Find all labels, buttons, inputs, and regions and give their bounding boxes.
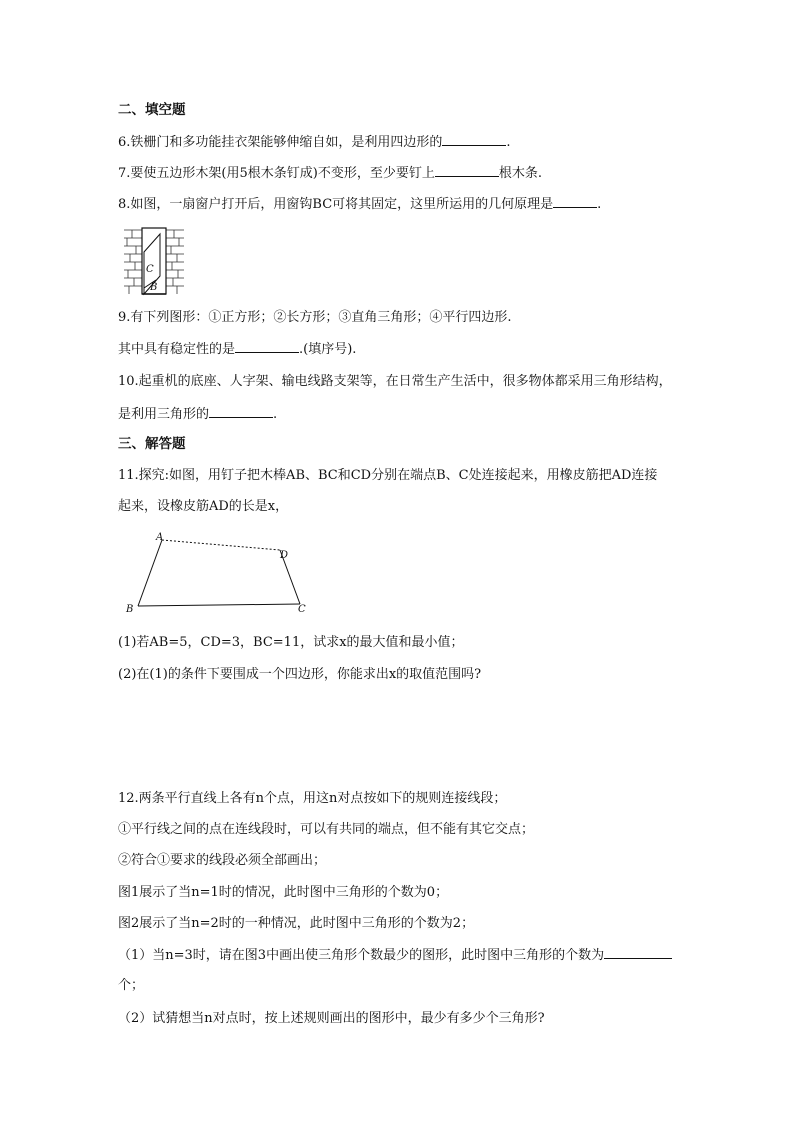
question-6 bbox=[118, 133, 511, 152]
figure-label-a: A bbox=[156, 532, 164, 543]
answer-blank[interactable] bbox=[209, 405, 273, 418]
question-11-line1: 11.探究:如图，用钉子把木棒AB、BC和CD分别在端点B、C处连接起来，用橡皮筋把AD连接 bbox=[118, 468, 658, 483]
question-10-line2 bbox=[118, 405, 277, 424]
window-hook-figure bbox=[122, 226, 186, 298]
question-12-line6-text: （1）当n=3时，请在图3中画出使三角形个数最少的图形，此时图中三角形的个数为 bbox=[118, 948, 605, 963]
figure-label-b: B bbox=[150, 282, 158, 293]
question-11-part1: (1)若AB=5，CD=3，BC=11，试求x的最大值和最小值； bbox=[118, 635, 464, 650]
question-10: 10.起重机的底座、人字架、输电线路支架等，在日常生产生活中，很多物体都采用三角形结构， bbox=[118, 374, 672, 389]
answer-blank[interactable] bbox=[604, 946, 672, 959]
quadrilateral-figure bbox=[118, 526, 318, 618]
figure-label-c: C bbox=[298, 604, 306, 615]
question-10-text2: 是利用三角形的 bbox=[118, 407, 210, 422]
question-9: 9.有下列图形：①正方形；②长方形；③直角三角形；④平行四边形. bbox=[118, 310, 512, 325]
figure-label-d: D bbox=[280, 550, 289, 561]
question-12-line8: （2）试猜想当n对点时，按上述规则画出的图形中，最少有多少个三角形? bbox=[118, 1011, 545, 1026]
answer-blank[interactable] bbox=[235, 340, 299, 353]
figure-label-b: B bbox=[126, 604, 134, 615]
figure-label-c: C bbox=[146, 264, 154, 275]
question-9-line2 bbox=[118, 340, 356, 359]
question-12-line3: ②符合①要求的线段必须全部画出； bbox=[118, 853, 327, 868]
question-7 bbox=[118, 164, 542, 183]
question-12-line5: 图2展示了当n=2时的一种情况，此时图中三角形的个数为2； bbox=[118, 916, 475, 931]
question-12-line2: ①平行线之间的点在连线段时，可以有共同的端点，但不能有其它交点； bbox=[118, 822, 535, 837]
question-9-text2: 其中具有稳定性的是 bbox=[118, 342, 236, 357]
question-10-end: . bbox=[273, 407, 278, 422]
question-11-line2: 起来，设橡皮筋AD的长是x， bbox=[118, 499, 289, 514]
question-12-line6 bbox=[118, 946, 672, 965]
question-7-end: 根木条. bbox=[498, 166, 542, 181]
question-12-line7: 个； bbox=[118, 978, 145, 993]
answer-blank[interactable] bbox=[442, 133, 506, 146]
question-8 bbox=[118, 195, 601, 214]
question-6-text: 6.铁栅门和多功能挂衣架能够伸缩自如，是利用四边形的 bbox=[118, 135, 443, 150]
question-7-text: 7.要使五边形木架(用5根木条钉成)不变形，至少要钉上 bbox=[118, 166, 435, 181]
question-8-end: . bbox=[597, 197, 602, 212]
question-8-text: 8.如图，一扇窗户打开后，用窗钩BC可将其固定，这里所运用的几何原理是 bbox=[118, 197, 554, 212]
answer-blank[interactable] bbox=[553, 195, 597, 208]
question-12-line4: 图1展示了当n=1时的情况，此时图中三角形的个数为0； bbox=[118, 885, 449, 900]
question-6-end: . bbox=[506, 135, 511, 150]
section-heading-solve: 三、解答题 bbox=[118, 436, 186, 452]
question-9-end: .(填序号). bbox=[299, 342, 357, 357]
section-heading-fill-in: 二、填空题 bbox=[118, 102, 186, 118]
answer-blank[interactable] bbox=[435, 164, 499, 177]
question-12-line1: 12.两条平行直线上各有n个点，用这n对点按如下的规则连接线段； bbox=[118, 791, 507, 806]
question-11-part2: (2)在(1)的条件下要围成一个四边形，你能求出x的取值范围吗? bbox=[118, 667, 482, 682]
